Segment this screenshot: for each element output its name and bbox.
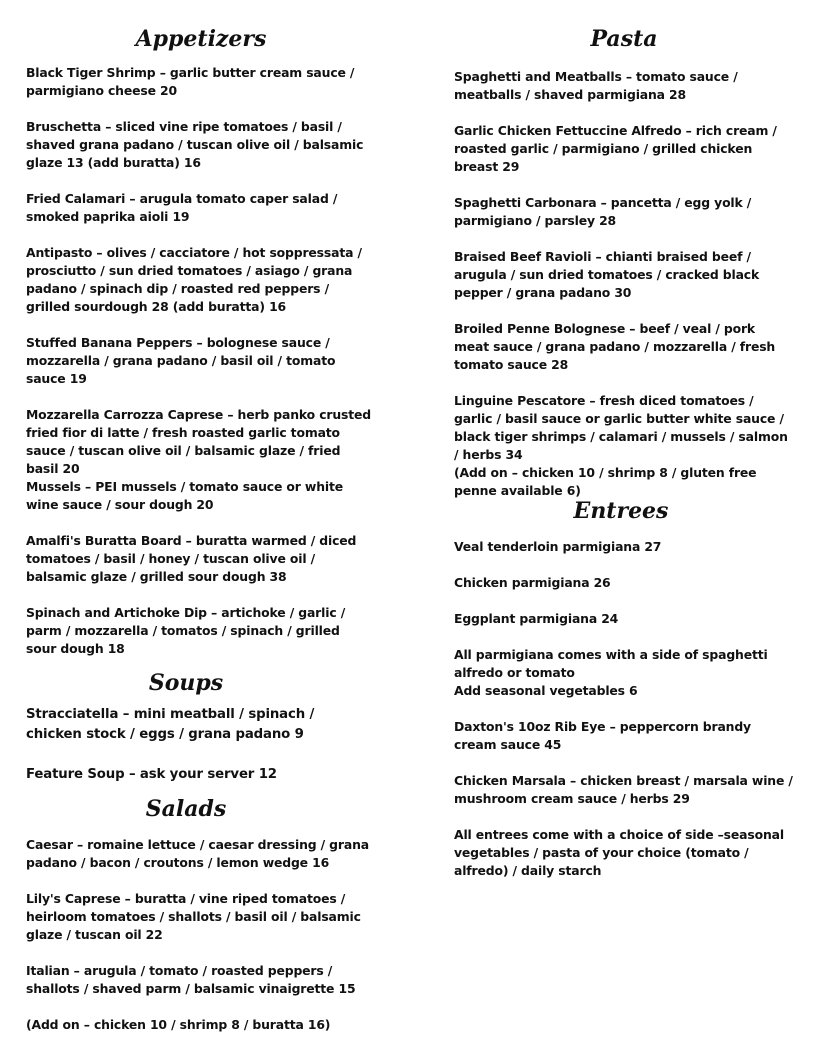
menu-item: Spinach and Artichoke Dip – artichoke / garlic / parm / mozzarella / tomatos / spinach / grilled sour dough 18	[26, 605, 346, 656]
menu-item: Chicken parmigiana 26	[454, 575, 611, 590]
menu-item: Italian – arugula / tomato / roasted peppers / shallots / shaved parm / balsamic vinaigrette 15	[26, 963, 356, 996]
menu-item: Veal tenderloin parmigiana 27	[454, 539, 662, 554]
appetizers-heading: Appetizers	[135, 26, 267, 52]
menu-item: (Add on – chicken 10 / shrimp 8 / gluten free penne available 6)	[454, 465, 757, 498]
menu-item: Feature Soup – ask your server 12	[26, 767, 277, 782]
menu-item: Broiled Penne Bolognese – beef / veal / pork meat sauce / grana padano / mozzarella / fresh tomato sauce 28	[454, 321, 776, 372]
soups-heading: Soups	[148, 670, 224, 696]
menu-item: Eggplant parmigiana 24	[454, 611, 619, 626]
menu-item: Mozzarella Carrozza Caprese – herb panko crusted fried fior di latte / fresh roasted garlic tomato sauce / tuscan olive oil / balsamic glaze / fried basil 20	[26, 407, 371, 476]
menu-item: Mussels – PEI mussels / tomato sauce or white wine sauce / sour dough 20	[26, 479, 343, 512]
menu-item: All entrees come with a choice of side –seasonal vegetables / pasta of your choice (tomato / alfredo) / daily starch	[454, 827, 784, 878]
menu-item: Braised Beef Ravioli – chianti braised beef / arugula / sun dried tomatoes / cracked black pepper / grana padano 30	[454, 249, 760, 300]
menu-item: Bruschetta – sliced vine ripe tomatoes / basil / shaved grana padano / tuscan olive oil / balsamic glaze 13 (add buratta) 16	[26, 119, 364, 170]
menu-item: Antipasto – olives / cacciatore / hot soppressata / prosciutto / sun dried tomatoes / asiago / grana padano / spinach dip / roasted red peppers / grilled sourdough 28 (add buratta) 16	[26, 245, 362, 314]
menu-item: Spaghetti Carbonara – pancetta / egg yolk / parmigiano / parsley 28	[454, 195, 752, 228]
menu-item: Fried Calamari – arugula tomato caper salad / smoked paprika aioli 19	[26, 191, 338, 224]
menu-item: Stracciatella – mini meatball / spinach / chicken stock / eggs / grana padano 9	[26, 707, 315, 742]
menu-item: (Add on – chicken 10 / shrimp 8 / buratta 16)	[26, 1017, 331, 1032]
menu-item: Add seasonal vegetables 6	[454, 683, 638, 698]
entrees-heading: Entrees	[573, 498, 669, 524]
menu-item: Black Tiger Shrimp – garlic butter cream sauce / parmigiano cheese 20	[26, 65, 355, 98]
menu-item: Linguine Pescatore – fresh diced tomatoes / garlic / basil sauce or garlic butter white sauce / black tiger shrimps / calamari / mussels / salmon / herbs 34	[454, 393, 788, 462]
salads-heading: Salads	[145, 796, 227, 822]
menu-item: Amalfi's Buratta Board – buratta warmed / diced tomatoes / basil / honey / tuscan olive oil / balsamic glaze / grilled sour dough 38	[26, 533, 357, 584]
pasta-heading: Pasta	[590, 26, 658, 52]
menu-item: Garlic Chicken Fettuccine Alfredo – rich cream / roasted garlic / parmigiano / grilled chicken breast 29	[454, 123, 777, 174]
menu-item: Chicken Marsala – chicken breast / marsala wine / mushroom cream sauce / herbs 29	[454, 773, 793, 806]
menu-item: Spaghetti and Meatballs – tomato sauce / meatballs / shaved parmigiana 28	[454, 69, 738, 102]
menu-item: Caesar – romaine lettuce / caesar dressing / grana padano / bacon / croutons / lemon wedge 16	[26, 837, 369, 870]
menu-item: Lily's Caprese – buratta / vine riped tomatoes / heirloom tomatoes / shallots / basil oil / balsamic glaze / tuscan oil 22	[26, 891, 361, 942]
menu-item: All parmigiana comes with a side of spaghetti alfredo or tomato	[454, 647, 768, 680]
menu-item: Stuffed Banana Peppers – bolognese sauce / mozzarella / grana padano / basil oil / tomato sauce 19	[26, 335, 336, 386]
menu-item: Daxton's 10oz Rib Eye – peppercorn brandy cream sauce 45	[454, 719, 751, 752]
